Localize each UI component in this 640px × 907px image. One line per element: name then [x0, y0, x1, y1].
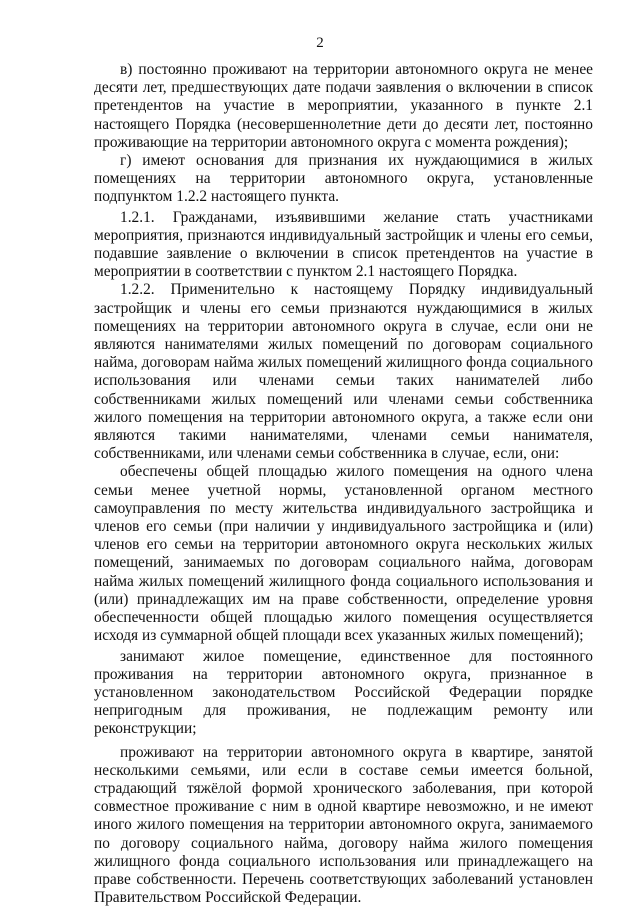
paragraph-g: г) имеют основания для признания их нуждающимися в жилых помещениях на территории автономного округа, установленные подпунктом 1.2.2 настоящего пункта. [94, 152, 593, 206]
paragraph-1-2-2: 1.2.2. Применительно к настоящему Порядку индивидуальный застройщик и члены его семьи признаются нуждающимися в жилых помещениях на территории автономного округа в случае, если они не являются нанимателями жилых помещений по договорам социального найма, договорам найма жилых помещений жилищного фонда социального использования или членами семьи таких нанимателей либо собственниками жилых помещений или членами семьи собственника жилого помещения на территории автономного округа, а также если они являются такими нанимателями, членами семьи нанимателя, собственниками, или членами семьи собственника в случае, если, они: [94, 281, 593, 463]
paragraph-unfit-housing: занимают жилое помещение, единственное для постоянного проживания на территории автономного округа, признанное в установленном законодательством Российской Федерации порядке непригодным для проживания, не подлежащим ремонту или реконструкции; [94, 647, 593, 738]
paragraph-v: в) постоянно проживают на территории автономного округа не менее десяти лет, предшествующих дате подачи заявления о включении в список претендентов на участие в мероприятии, указанного в пункте 2.1 настоящего Порядка (несовершеннолетние дети до десяти лет, постоянно проживающие на территории автономного округа с момента рождения); [94, 61, 593, 151]
paragraph-shared-apartment: проживают на территории автономного округа в квартире, занятой несколькими семьями, или если в составе семьи имеется больной, страдающий тяжёлой формой хронического заболевания, при которой совместное проживание с ним в одной квартире невозможно, и не имеют иного жилого помещения на территории автономного округа, занимаемого по договору социального найма, договору найма жилого помещения жилищного фонда социального использования или принадлежащего на праве собственности. Перечень соответствующих заболеваний установлен Правительством Российской Федерации. [94, 743, 593, 907]
paragraph-area-criterion: обеспечены общей площадью жилого помещения на одного члена семьи менее учетной нормы, установленной органом местного самоуправления по месту жительства индивидуального застройщика и членов его семьи (при наличии у индивидуального застройщика и (или) членов его семьи на территории автономного округа нескольких жилых помещений, занимаемых по договорам социального найма, договорам найма жилых помещений жилищного фонда социального использования и (или) принадлежащих им на праве собственности, определение уровня обеспеченности общей площадью жилого помещения осуществляется исходя из суммарной общей площади всех указанных жилых помещений); [94, 463, 593, 645]
document-body [94, 61, 593, 907]
page-number: 2 [316, 35, 324, 51]
paragraph-1-2-1: 1.2.1. Гражданами, изъявившими желание стать участниками мероприятия, признаются индивидуальный застройщик и члены его семьи, подавшие заявление о включении в список претендентов на участие в мероприятии в соответствии с пунктом 2.1 настоящего Порядка. [94, 208, 593, 281]
